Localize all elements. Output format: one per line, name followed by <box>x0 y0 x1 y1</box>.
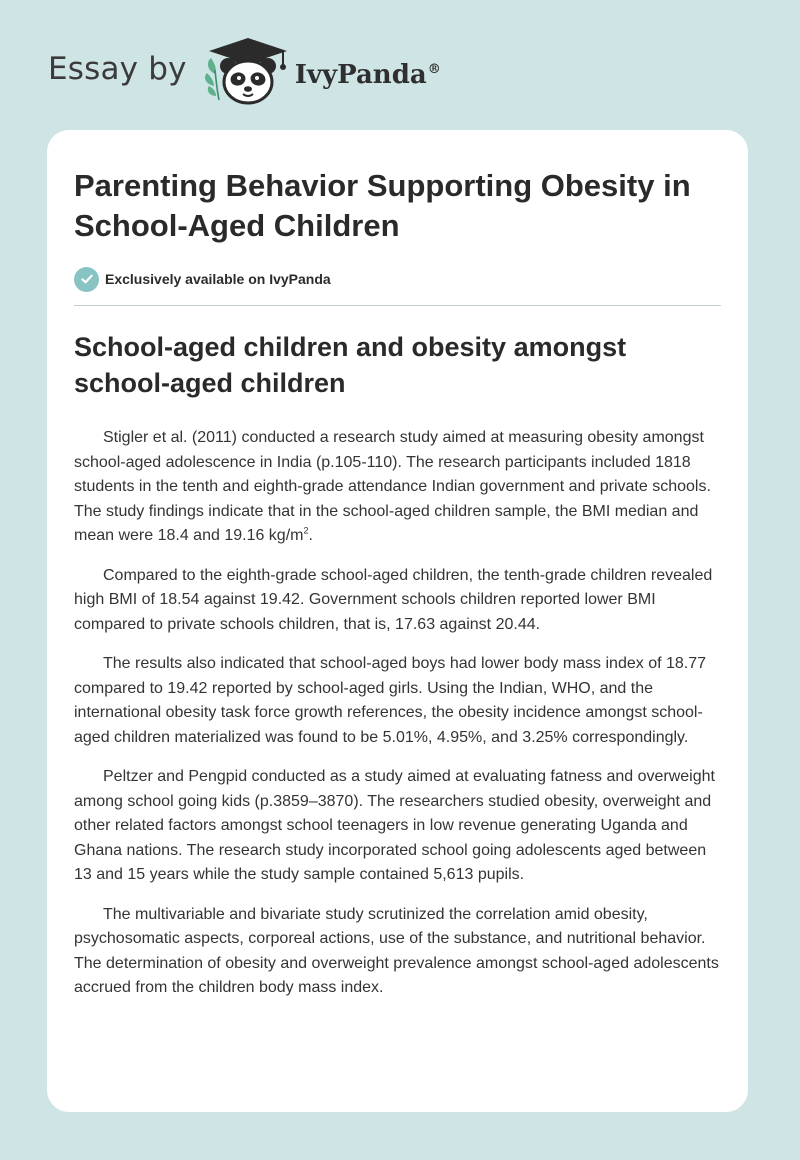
essay-title: Parenting Behavior Supporting Obesity in School-Aged Children <box>74 168 691 243</box>
exclusive-badge <box>74 265 721 293</box>
paragraph-1: Stigler et al. (2011) conducted a research study aimed at measuring obesity amongst school-aged adolescence in India (p.105-110). The research participants included 1818 students in the tenth and eighth-grade attendance Indian government and private schools. The study findings indicate that in the school-aged children sample, the BMI median and mean were 18.4 and 19.16 $kg/m^2$. <box>74 429 711 544</box>
paragraph-2: Compared to the eighth-grade school-aged children, the tenth-grade children revealed high BMI of 18.54 against 19.42. Government schools children reported lower BMI compared to private schools children, that is, 17.63 against 20.44. <box>74 566 713 633</box>
checkmark-circle-icon <box>74 267 99 292</box>
paragraph-3: The results also indicated that school-aged boys had lower body mass index of 18.77 compared to 19.42 reported by school-aged girls. Using the Indian, WHO, and the international obesity task force growth references, the obesity incidence amongst school-aged children materialized was found to be 5.01%, 4.95%, and 3.25% correspondingly. <box>74 655 707 746</box>
paragraph-5: The multivariable and bivariate study scrutinized the correlation amid obesity, psychosomatic aspects, corporeal actions, use of the substance, and nutritional behavior. The determination of obesity and overweight prevalence amongst school-aged adolescents accrued from the children body mass index. <box>74 905 719 996</box>
essay-card <box>47 130 748 1112</box>
divider <box>74 305 721 306</box>
panda-logo-icon <box>201 34 293 108</box>
brand-header[interactable] <box>48 34 441 108</box>
brand-name: IvyPanda® <box>294 60 441 90</box>
exclusive-badge-label: Exclusively available on IvyPanda <box>105 271 331 287</box>
brand-prefix: Essay by <box>48 51 187 87</box>
paragraph-4: Peltzer and Pengpid conducted as a study aimed at evaluating fatness and overweight among school going kids (p.3859–3870). The researchers studied obesity, overweight and other related factors amongst school teenagers in low revenue generating Uganda and Ghana nations. The research study incorporated school going adolescents aged between 13 and 15 years while the study sample contained 5,613 pupils. <box>74 768 715 883</box>
registered-mark: ® <box>427 62 441 78</box>
superscript-2: 2 <box>303 525 309 536</box>
section-heading: School-aged children and obesity amongst school-aged children <box>74 332 627 398</box>
